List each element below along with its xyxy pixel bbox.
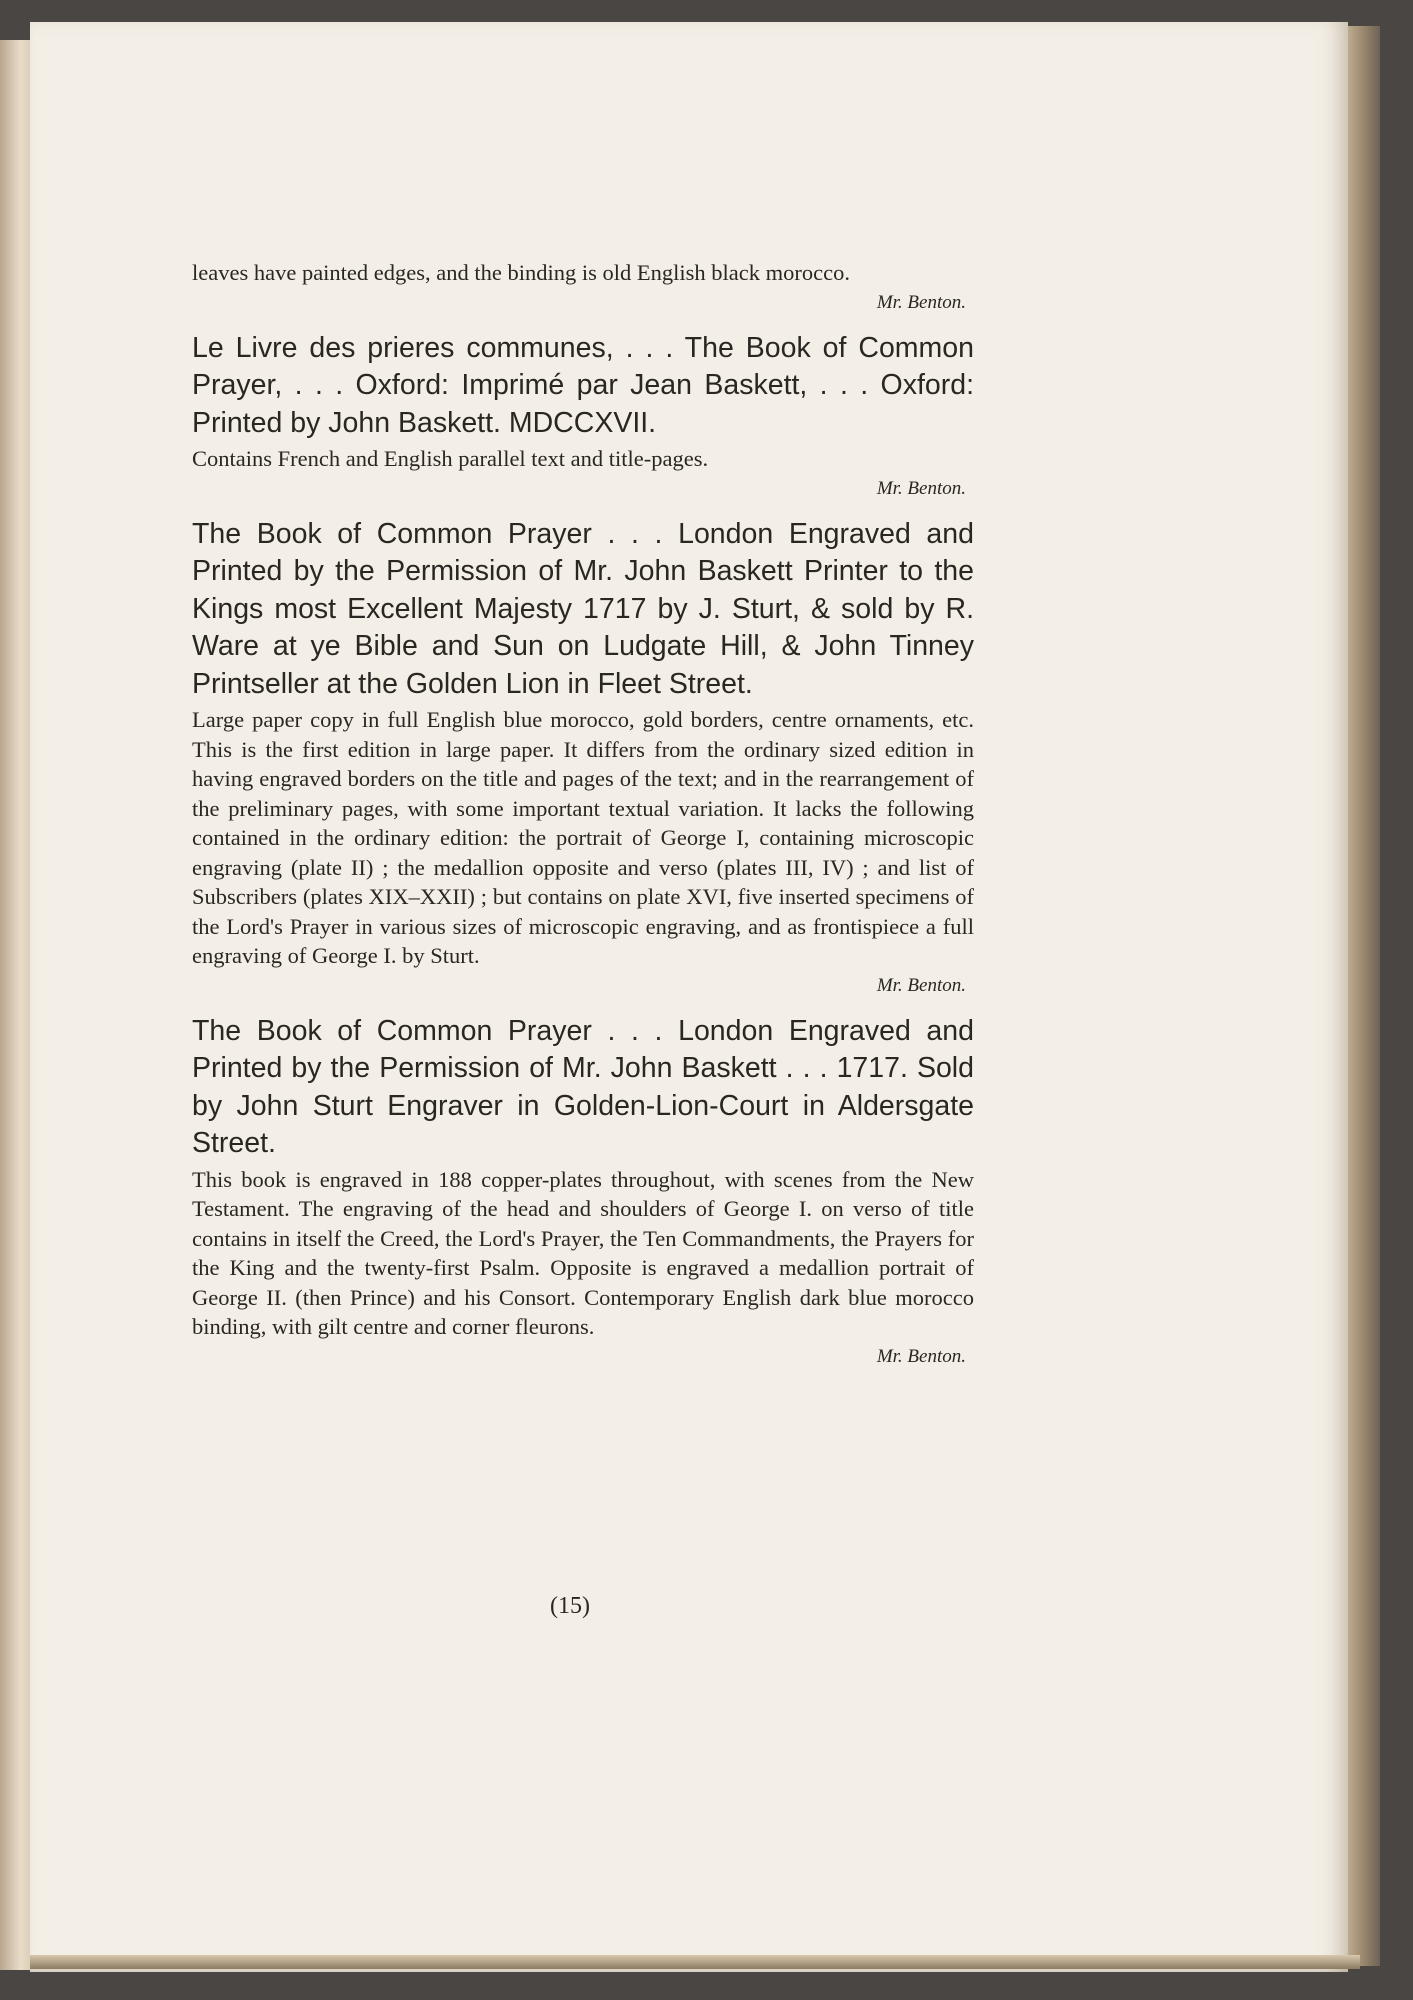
page-bottom-edge xyxy=(30,1955,1360,1969)
entry-description: This book is engraved in 188 copper-plates throughout, with scenes from the New Testament. The engraving of the head and shoulders of George I. on verso of title contains in itself the Creed, the Lord's Prayer, the Ten Commandments, the Prayers for the King and the twenty-first Psalm. Opposite is engraved a medallion portrait of George II. (then Prince) and his Consort. Contemporary English dark blue morocco binding, with gilt centre and corner fleurons. xyxy=(192,1166,974,1339)
entry-title: The Book of Common Prayer . . . London Engraved and Printed by the Permission of Mr. John Baskett Printer to the Kings most Excellent Majesty 1717 by J. Sturt, & sold by R. Ware at ye Bible and Sun on Ludgate Hill, & John Tinney Printseller at the Golden Lion in Fleet Street. xyxy=(192,517,974,700)
page-text xyxy=(192,258,974,1384)
attribution: Mr. Benton. xyxy=(876,291,966,313)
entry-description: Contains French and English parallel text and title-pages. xyxy=(192,446,709,471)
entry-title: Le Livre des prieres communes, . . . The Book of Common Prayer, . . . Oxford: Imprimé par Jean Baskett, . . . Oxford: Printed by John Baskett. MDCCXVII. xyxy=(192,331,974,439)
entry-description: Large paper copy in full English blue morocco, gold borders, centre ornaments, etc. This is the first edition in large paper. It differs from the ordinary sized edition in having engraved borders on the title and pages of the text; and in the rearrangement of the preliminary pages, with some important textual variation. It lacks the following contained in the ordinary edition: the portrait of George I, containing microscopic engraving (plate II) ; the medallion opposite and verso (plates III, IV) ; and list of Subscribers (plates XIX–XXII) ; but contains on plate XVI, five inserted specimens of the Lord's Prayer in various sizes of microscopic engraving, and as frontispiece a full engraving of George I. by Sturt. xyxy=(192,707,974,968)
attribution: Mr. Benton. xyxy=(876,477,966,499)
facing-page-edge xyxy=(0,40,34,1970)
continuation-text: leaves have painted edges, and the binding is old English black morocco. xyxy=(192,260,850,285)
attribution: Mr. Benton. xyxy=(876,974,966,996)
page-number: (15) xyxy=(550,1593,590,1619)
attribution: Mr. Benton. xyxy=(876,1345,966,1367)
entry-title: The Book of Common Prayer . . . London Engraved and Printed by the Permission of Mr. John Baskett . . . 1717. Sold by John Sturt Engraver in Golden-Lion-Court in Aldersgate Street. xyxy=(192,1014,974,1159)
